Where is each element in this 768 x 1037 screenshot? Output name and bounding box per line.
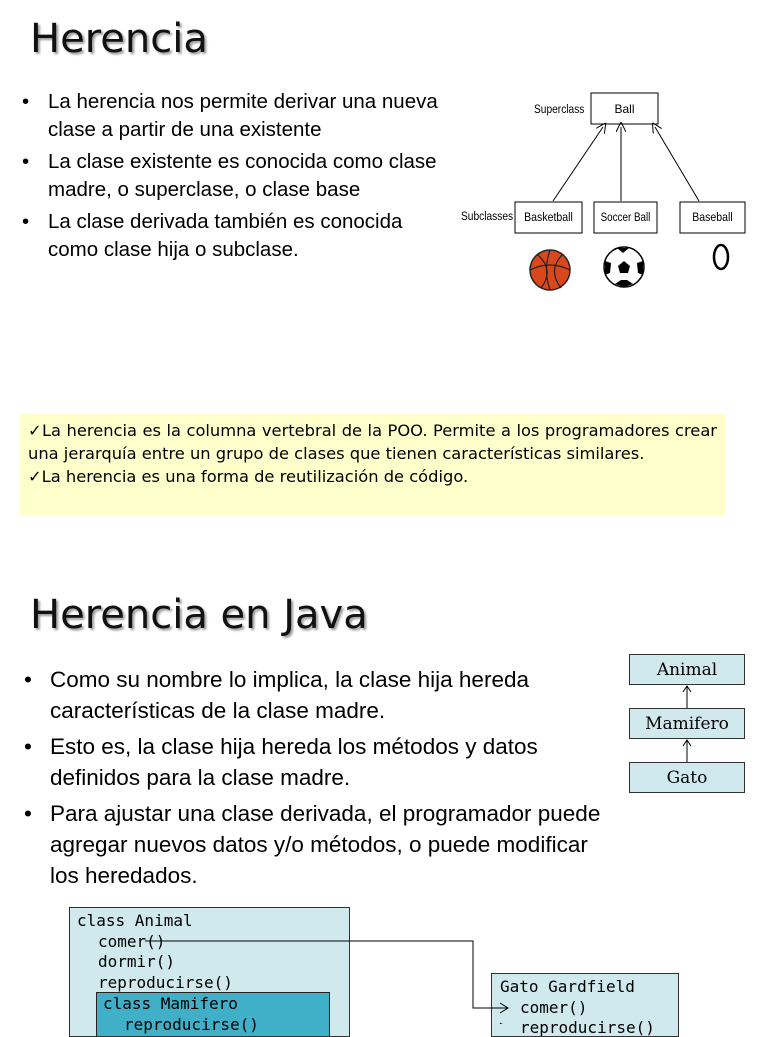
mamifero-method-reproducirse: reproducirse() bbox=[124, 1014, 259, 1034]
gato-gardfield-header: Gato Gardfield bbox=[500, 977, 635, 996]
note-paragraph bbox=[28, 465, 717, 488]
basketball-box-label: Basketball bbox=[524, 211, 573, 225]
soccer-ball-icon bbox=[604, 247, 644, 287]
animal-method-comer: comer() bbox=[98, 931, 166, 951]
slide1-title: Herencia bbox=[30, 16, 208, 62]
gato-class-box: Gato bbox=[629, 762, 745, 793]
baseball-icon bbox=[714, 245, 728, 269]
slide2-bullet: • Como su nombre lo implica, la clase hija hereda características de la clase madre. bbox=[22, 664, 607, 726]
slide2-bullet-list bbox=[22, 664, 607, 896]
subclasses-label: Subclasses bbox=[461, 210, 514, 224]
slide2-bullet: • Para ajustar una clase derivada, el programador puede agregar nuevos datos y/o métodos, o puede modificar los heredados. bbox=[22, 798, 607, 891]
inheritance-arrow bbox=[655, 127, 699, 201]
note-line: La herencia es una forma de reutilización de código. bbox=[41, 467, 469, 486]
gato-method-comer: comer() bbox=[520, 997, 588, 1017]
note-paragraph bbox=[28, 419, 717, 465]
soccer-ball-box-label: Soccer Ball bbox=[600, 211, 651, 225]
baseball-box-label: Baseball bbox=[692, 211, 733, 225]
ball-box-label: Ball bbox=[614, 102, 635, 116]
slide2-title: Herencia en Java bbox=[30, 592, 368, 638]
class-animal-header: class Animal bbox=[77, 911, 193, 930]
method-connector-arrows bbox=[140, 930, 520, 1024]
animal-method-dormir: dormir() bbox=[98, 952, 176, 971]
check-icon: ✓ bbox=[28, 421, 42, 440]
hierarchy-arrows bbox=[629, 684, 745, 764]
slide2-bullet: • Esto es, la clase hija hereda los métodos y datos definidos para la clase madre. bbox=[22, 731, 607, 793]
gato-method-reproducirse: reproducirse() bbox=[520, 1018, 655, 1037]
slide1-bullet-list bbox=[20, 88, 440, 268]
animal-class-box: Animal bbox=[629, 654, 745, 685]
class-mamifero-header: class Mamifero bbox=[103, 994, 238, 1013]
check-icon: ✓ bbox=[28, 467, 42, 486]
basketball-icon bbox=[530, 250, 570, 290]
inheritance-arrow bbox=[553, 127, 603, 201]
note-line: La herencia es la columna vertebral de la POO. Permite a los programadores crear una jerarquía entre un grupo de clases que tienen características similares. bbox=[28, 421, 717, 463]
slide1-bullet: • La clase derivada también es conocida como clase hija o subclase. bbox=[20, 208, 440, 264]
note-box bbox=[20, 414, 725, 515]
ball-inheritance-diagram bbox=[455, 85, 755, 300]
superclass-label: Superclass bbox=[534, 103, 585, 117]
slide1-bullet: • La clase existente es conocida como clase madre, o superclase, o clase base bbox=[20, 148, 440, 204]
animal-method-reproducirse: reproducirse() bbox=[98, 972, 233, 992]
mamifero-class-box: Mamifero bbox=[629, 708, 745, 739]
slide1-bullet: • La herencia nos permite derivar una nueva clase a partir de una existente bbox=[20, 88, 440, 144]
